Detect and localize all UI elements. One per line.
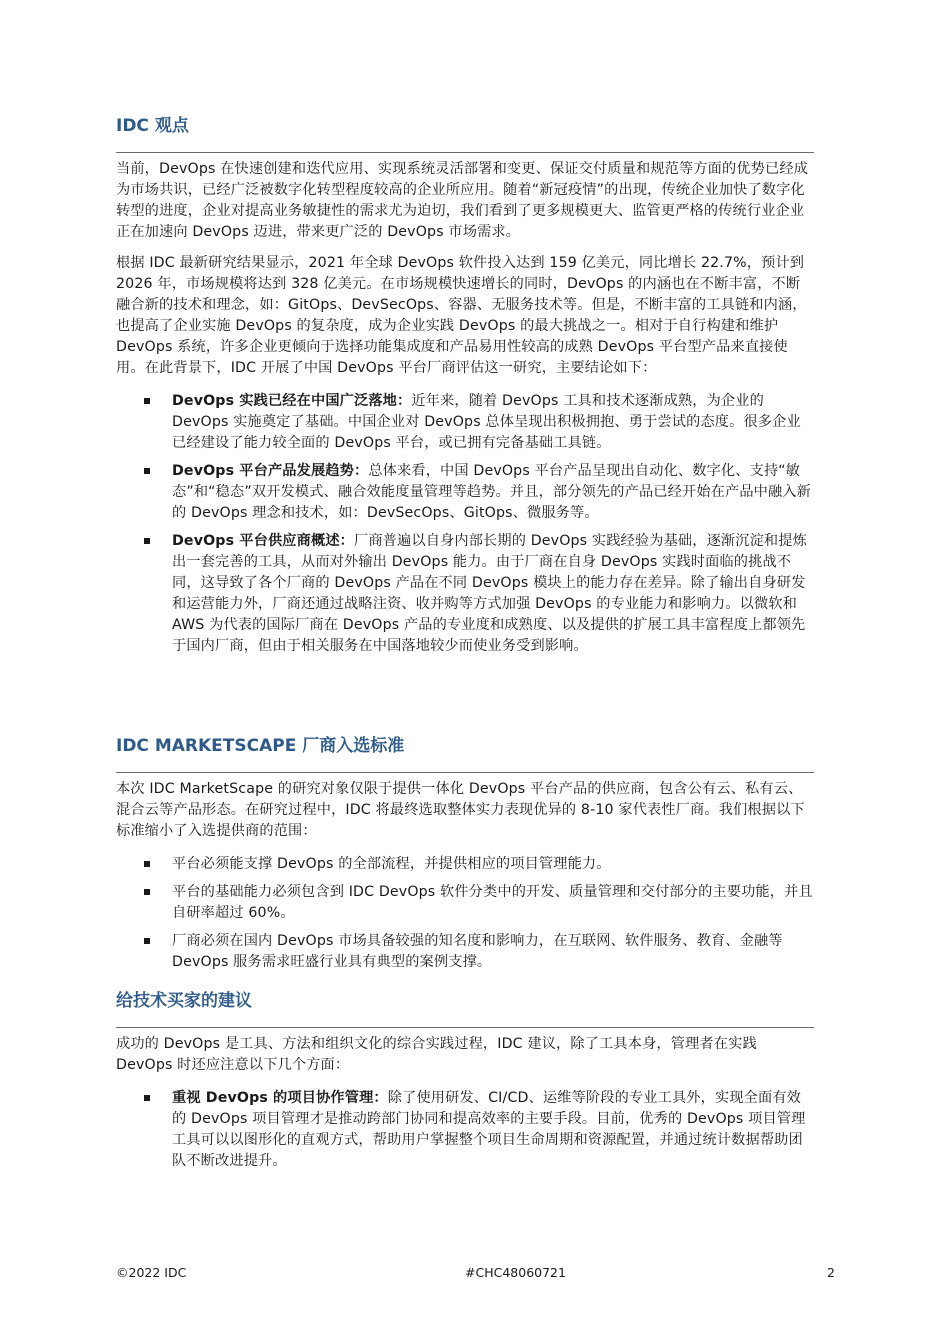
bullet-list: [116, 391, 814, 657]
section-heading: 给技术买家的建议: [116, 991, 252, 1011]
footer-page-number: 2: [827, 1265, 835, 1280]
section-idc-opinion: [116, 114, 814, 664]
paragraph: 成功的 DevOps 是工具、方法和组织文化的综合实践过程，IDC 建议，除了工具本身，管理者在实践 DevOps 时还应注意以下几个方面：: [116, 1036, 757, 1073]
item-lead: DevOps 平台产品发展趋势：: [172, 463, 369, 479]
item-text: 平台的基础能力必须包含到 IDC DevOps 软件分类中的开发、质量管理和交付部分的主要功能，并且自研率超过 60%。: [172, 884, 813, 921]
footer-doc-id: #CHC48060721: [465, 1265, 566, 1280]
section-heading: IDC 观点: [116, 116, 189, 136]
bullet-list: [116, 1088, 814, 1172]
bullet-icon: [144, 938, 150, 944]
item-text: 厂商普遍以自身内部长期的 DevOps 实践经验为基础，逐渐沉淀和提炼出一套完善的工具，从而对外输出 DevOps 能力。由于厂商在自身 DevOps 实践时面临的挑战不同，这导致了各个厂商的 DevOps 产品在不同 DevOps 模块上的能力存在差异。除了输出自身研发和运营能力外，厂商还通过战略注资、收并购等方式加强 DevOps 的专业能力和影响力。以微软和 AWS 为代表的国际厂商在 DevOps 产品的专业度和成熟度、以及提供的扩展工具丰富程度上都领先于国内厂商，但由于相关服务在中国落地较少而使业务受到影响。: [172, 533, 807, 654]
list-item: [116, 1088, 814, 1172]
bullet-icon: [144, 398, 150, 404]
item-lead: DevOps 实践已经在中国广泛落地：: [172, 393, 412, 409]
section-divider: [116, 1027, 814, 1028]
list-item: [116, 391, 814, 454]
section-marketscape-criteria: [116, 734, 814, 980]
list-item: [116, 531, 814, 657]
bullet-list: [116, 854, 814, 973]
bullet-icon: [144, 861, 150, 867]
section-divider: [116, 772, 814, 773]
item-text: 总体来看，中国 DevOps 平台产品呈现出自动化、数字化、支持“敏态”和“稳态”双开发模式、融合效能度量管理等趋势。并且，部分领先的产品已经开始在产品中融入新的 DevOps 理念和技术，如：DevSecOps、GitOps、微服务等。: [172, 463, 812, 521]
item-lead: DevOps 平台供应商概述：: [172, 533, 354, 549]
item-text: 近年来，随着 DevOps 工具和技术逐渐成熟，为企业的 DevOps 实施奠定了基础。中国企业对 DevOps 总体呈现出积极拥抱、勇于尝试的态度。很多企业已经建设了能力较全面的 DevOps 平台，或已拥有完备基础工具链。: [172, 393, 801, 451]
list-item: [116, 461, 814, 524]
list-item: [116, 854, 814, 875]
bullet-icon: [144, 889, 150, 895]
bullet-icon: [144, 1095, 150, 1101]
item-lead: 重视 DevOps 的项目协作管理：: [172, 1090, 388, 1106]
paragraph: 本次 IDC MarketScape 的研究对象仅限于提供一体化 DevOps 平台产品的供应商，包含公有云、私有云、混合云等产品形态。在研究过程中，IDC 将最终选取整体实力表现优异的 8-10 家代表性厂商。我们根据以下标准缩小了入选提供商的范围：: [116, 781, 805, 839]
item-text: 厂商必须在国内 DevOps 市场具备较强的知名度和影响力，在互联网、软件服务、教育、金融等 DevOps 服务需求旺盛行业具有典型的案例支撑。: [172, 933, 783, 970]
bullet-icon: [144, 538, 150, 544]
section-buyer-advice: [116, 989, 814, 1179]
section-heading: IDC MARKETSCAPE 厂商入选标准: [116, 736, 405, 756]
section-divider: [116, 152, 814, 153]
bullet-icon: [144, 468, 150, 474]
paragraph: 当前，DevOps 在快速创建和迭代应用、实现系统灵活部署和变更、保证交付质量和规范等方面的优势已经成为市场共识，已经广泛被数字化转型程度较高的企业所应用。随着“新冠疫情”的出现，传统企业加快了数字化转型的进度，企业对提高业务敏捷性的需求尤为迫切，我们看到了更多规模更大、监管更严格的传统行业企业正在加速向 DevOps 迈进，带来更广泛的 DevOps 市场需求。: [116, 161, 809, 240]
list-item: [116, 931, 814, 973]
list-item: [116, 882, 814, 924]
item-text: 除了使用研发、CI/CD、运维等阶段的专业工具外，实现全面有效的 DevOps 项目管理才是推动跨部门协同和提高效率的主要手段。目前，优秀的 DevOps 项目管理工具可以以图形化的直观方式，帮助用户掌握整个项目生命周期和资源配置，并通过统计数据帮助团队不断改进提升。: [172, 1090, 806, 1169]
item-text: 平台必须能支撑 DevOps 的全部流程，并提供相应的项目管理能力。: [172, 856, 611, 872]
footer-copyright: ©2022 IDC: [116, 1265, 187, 1280]
paragraph: 根据 IDC 最新研究结果显示，2021 年全球 DevOps 软件投入达到 159 亿美元，同比增长 22.7%，预计到 2026 年，市场规模将达到 328 亿美元。在市场规模快速增长的同时，DevOps 的内涵也在不断丰富，不断融合新的技术和理念，如：GitOps、DevSecOps、容器、无服务技术等。但是，不断丰富的工具链和内涵，也提高了企业实施 DevOps 的复杂度，成为企业实践 DevOps 的最大挑战之一。相对于自行构建和维护 DevOps 系统，许多企业更倾向于选择功能集成度和产品易用性较高的成熟 DevOps 平台型产品来直接使用。在此背景下，IDC 开展了中国 DevOps 平台厂商评估这一研究，主要结论如下：: [116, 255, 807, 376]
